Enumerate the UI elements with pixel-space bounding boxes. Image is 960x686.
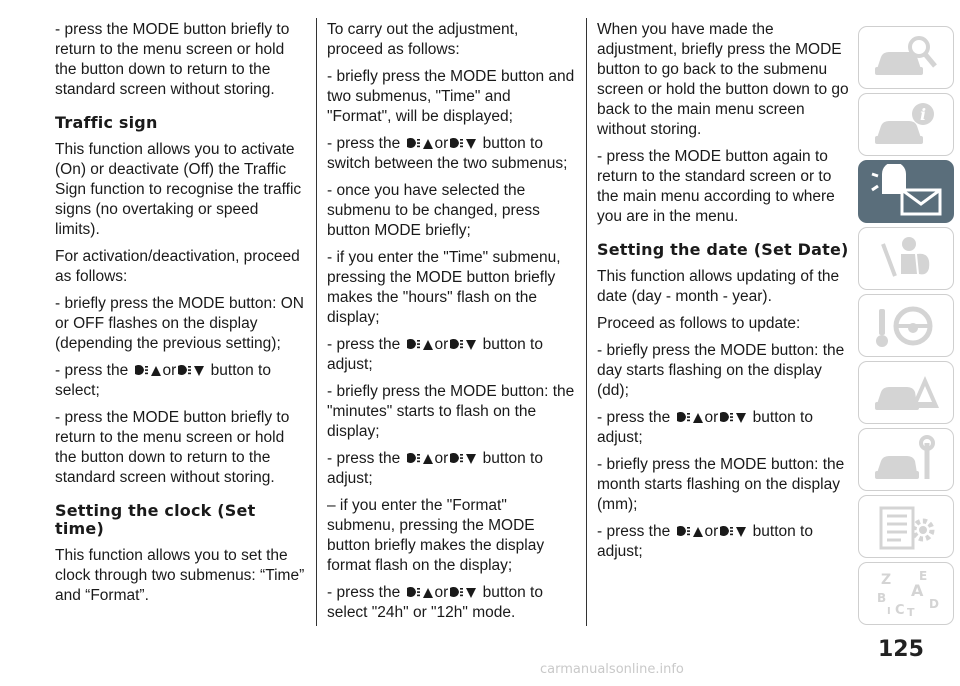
paragraph: [55, 361, 305, 401]
svg-text:Z: Z: [881, 571, 892, 588]
paragraph: - if you enter the "Time" submenu, pressing the MODE button briefly makes the "hours" flash on the display;: [327, 249, 561, 326]
paragraph: - briefly press the MODE button: the month starts flashing on the display (mm);: [597, 456, 845, 513]
lamp-up-button-icon: [133, 362, 163, 379]
section-heading-traffic-sign: Traffic sign: [55, 113, 158, 132]
paragraph: - press the MODE button again to return to the standard screen or to the main menu according to where you are in the menu.: [597, 148, 835, 225]
svg-text:i: i: [919, 104, 927, 124]
column-2: [327, 20, 577, 630]
paragraph: [327, 335, 577, 375]
text: or: [162, 362, 177, 379]
paragraph: [597, 522, 849, 562]
column-divider: [316, 18, 317, 626]
paragraph: This function allows you to activate (On) or deactivate (Off) the Traffic Sign function to recognise the traffic signs (no overtaking or speed limits).: [55, 141, 302, 238]
lamp-down-button-icon: [176, 362, 206, 379]
lamp-up-button-icon: [675, 523, 705, 540]
paragraph: This function allows updating of the date (day - month - year).: [597, 268, 840, 305]
paragraph: [327, 449, 577, 489]
steering-wheel-key-icon: [871, 301, 941, 351]
lamp-up-button-icon: [405, 336, 435, 353]
lamp-down-button-icon: [448, 336, 478, 353]
tab-car-info[interactable]: [858, 93, 954, 156]
tab-warning-lights-messages[interactable]: [858, 160, 954, 223]
paragraph: - briefly press the MODE button: the "minutes" starts to flash on the display;: [327, 383, 575, 440]
tab-maintenance[interactable]: [858, 428, 954, 491]
text: button to adjust;: [597, 409, 813, 446]
paragraph: - once you have selected the submenu to be changed, press button MODE briefly;: [327, 182, 540, 239]
text: - press the: [327, 135, 401, 152]
paragraph: - briefly press the MODE button: ON or OFF flashes on the display (depending the previous setting);: [55, 295, 304, 352]
lamp-down-button-icon: [448, 584, 478, 601]
tab-car-search[interactable]: [858, 26, 954, 89]
paragraph: Proceed as follows to update:: [597, 315, 801, 332]
car-wrench-icon: [871, 435, 941, 485]
text: or: [434, 336, 449, 353]
text: - press the: [597, 523, 671, 540]
svg-text:B: B: [877, 590, 887, 605]
text: or: [704, 523, 719, 540]
column-divider: [586, 18, 587, 626]
column-1: [55, 20, 305, 613]
paragraph: – if you enter the "Format" submenu, pressing the MODE button briefly makes the display format flash on the display;: [327, 497, 545, 574]
text: or: [434, 584, 449, 601]
text: - press the: [327, 450, 401, 467]
lamp-up-button-icon: [675, 409, 705, 426]
tab-safety[interactable]: [858, 227, 954, 290]
car-search-icon: [871, 33, 941, 83]
lamp-down-button-icon: [448, 135, 478, 152]
text: button to select "24h" or "12h" mode.: [327, 584, 543, 621]
svg-text:T: T: [907, 605, 915, 619]
text: or: [704, 409, 719, 426]
text: - press the: [55, 362, 129, 379]
svg-text:D: D: [929, 596, 939, 611]
tab-emergency[interactable]: [858, 361, 954, 424]
text: or: [434, 135, 449, 152]
lamp-down-button-icon: [718, 409, 748, 426]
paragraph: When you have made the adjustment, briefly press the MODE button to go back to the submenu screen or hold the button down to go back to the main menu screen without storing.: [597, 21, 849, 138]
section-heading-setting-clock: Setting the clock (Set time): [55, 501, 256, 538]
text: button to adjust;: [327, 336, 543, 373]
svg-text:E: E: [919, 568, 928, 583]
column-3: [597, 20, 849, 569]
paragraph: For activation/deactivation, proceed as follows:: [55, 248, 300, 285]
lamp-down-button-icon: [448, 450, 478, 467]
lamp-up-button-icon: [405, 135, 435, 152]
watermark-footer: carmanualsonline.info: [540, 662, 684, 677]
paragraph: [327, 583, 577, 623]
text: - press the: [327, 336, 401, 353]
text: button to adjust;: [327, 450, 543, 487]
airbag-passenger-icon: [871, 234, 941, 284]
lamp-down-button-icon: [718, 523, 748, 540]
tab-index[interactable]: [858, 562, 954, 625]
car-info-icon: [871, 100, 941, 150]
text: button to select;: [55, 362, 271, 399]
spec-list-gear-icon: [871, 502, 941, 552]
alphabet-index-icon: [871, 568, 941, 620]
text: or: [434, 450, 449, 467]
text: - press the: [327, 584, 401, 601]
tab-starting-driving[interactable]: [858, 294, 954, 357]
paragraph: - press the MODE button briefly to return to the menu screen or hold the button down to return to the standard screen without storing.: [55, 409, 290, 486]
paragraph: [597, 408, 849, 448]
warning-light-message-icon: [866, 164, 946, 220]
paragraph: [327, 134, 577, 174]
lamp-up-button-icon: [405, 584, 435, 601]
lamp-up-button-icon: [405, 450, 435, 467]
text: button to adjust;: [597, 523, 813, 560]
section-heading-setting-date: Setting the date (Set Date): [597, 240, 849, 259]
car-warning-triangle-icon: [871, 368, 941, 418]
paragraph: - briefly press the MODE button: the day starts flashing on the display (dd);: [597, 342, 845, 399]
paragraph: This function allows you to set the clock through two submenus: “Time” and “Format”.: [55, 547, 305, 604]
paragraph: - press the MODE button briefly to return to the menu screen or hold the button down to return to the standard screen without storing.: [55, 21, 290, 98]
paragraph: To carry out the adjustment, proceed as follows:: [327, 21, 519, 58]
chapter-tabs: [858, 26, 954, 629]
svg-text:I: I: [887, 605, 891, 617]
tab-technical-specifications[interactable]: [858, 495, 954, 558]
text: button to switch between the two submenus;: [327, 135, 568, 172]
page-number: 125: [878, 637, 924, 662]
svg-text:A: A: [911, 580, 924, 600]
text: - press the: [597, 409, 671, 426]
svg-text:C: C: [895, 602, 905, 618]
paragraph: - briefly press the MODE button and two submenus, "Time" and "Format", will be displayed;: [327, 68, 575, 125]
